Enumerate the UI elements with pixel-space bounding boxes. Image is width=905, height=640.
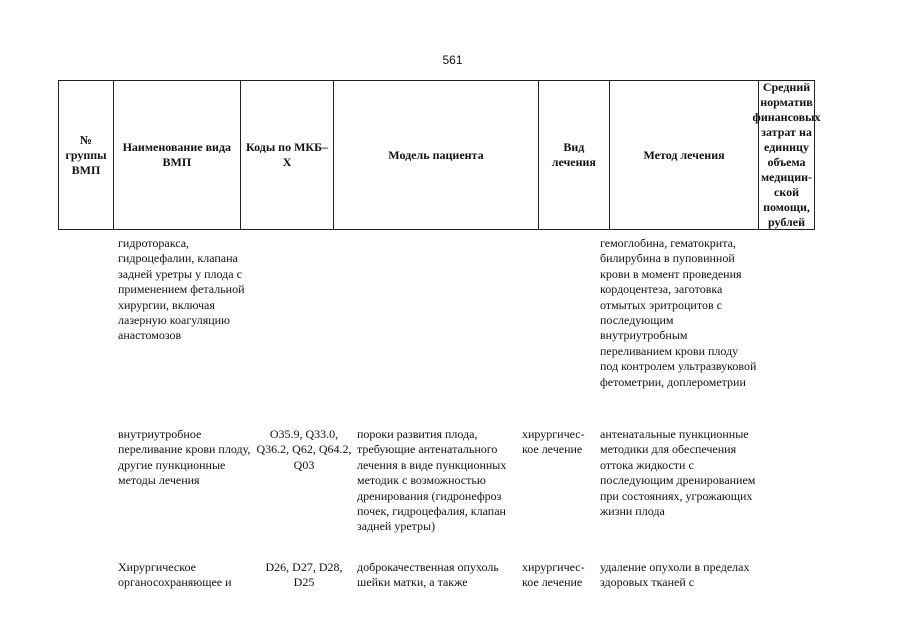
cell-icd-codes: D26, D27, D28, D25	[265, 560, 343, 590]
cell-treatment-method: антенатальные пункционные методики для обеспечения оттока жидкости с последующим дренированием при состояниях, угрожающих жизни плода	[600, 427, 756, 519]
header-icd-codes: Коды по МКБ–Х	[241, 81, 335, 229]
cell-icd-codes: O35.9, Q33.0, Q36.2, Q62, Q64.2, Q03	[256, 427, 352, 472]
header-group-number: № группы ВМП	[59, 81, 114, 229]
cell-patient-model: пороки развития плода, требующие антенатального лечения в виде пункционных методик с возможностью дренирования (гидронефроз почек, гидроцефалия, клапан задней уретры)	[357, 427, 507, 534]
page-number: 561	[442, 53, 463, 67]
cell-vmp-name: внутриутробное переливание крови плоду, другие пункционные методы лечения	[118, 427, 251, 488]
header-average-cost: Средний норматив финансовых затрат на единицу объема медицин-ской помощи, рублей	[752, 80, 821, 229]
cell-treatment-kind: хирургичес-кое лечение	[522, 427, 585, 457]
header-patient-model: Модель пациента	[334, 81, 538, 229]
cell-treatment-kind: хирургичес-кое лечение	[522, 560, 585, 590]
header-treatment-method: Метод лечения	[610, 81, 759, 229]
cell-treatment-method: удаление опухоли в пределах здоровых тканей с	[600, 560, 750, 590]
cell-treatment-method: гемоглобина, гематокрита, билирубина в пуповинной крови в момент проведения кордоцентеза, заготовка отмытых эритроцитов с последующим внутриутробным переливанием крови плоду под контролем ультразвуковой фетометрии, доплерометрии	[600, 236, 757, 389]
cell-vmp-name: Хирургическое органосохраняющее и	[118, 560, 232, 590]
cell-vmp-name: гидроторакса, гидроцефалии, клапана задней уретры у плода с применением фетальной хирургии, включая лазерную коагуляцию анастомозов	[118, 236, 245, 343]
header-vmp-name: Наименование вида ВМП	[114, 81, 241, 229]
cell-patient-model: доброкачественная опухоль шейки матки, а также	[357, 560, 499, 590]
table-header	[58, 80, 821, 230]
header-treatment-kind: Вид лечения	[539, 81, 611, 229]
